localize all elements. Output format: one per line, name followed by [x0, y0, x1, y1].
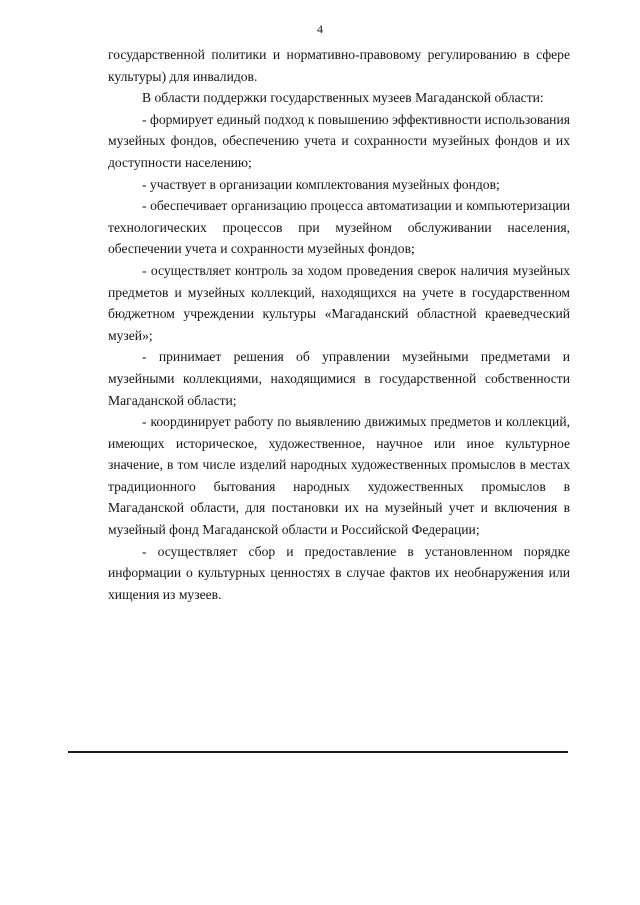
paragraph-continuation: государственной политики и нормативно-правовому регулированию в сфере культуры) для инвалидов. [108, 47, 570, 84]
horizontal-rule [68, 751, 568, 753]
paragraph-item-automation: - обеспечивает организацию процесса автоматизации и компьютеризации технологических процессов при музейном обслуживании населения, обеспечении учета и сохранности музейных фондов; [108, 198, 570, 257]
document-body [108, 44, 570, 605]
paragraph-item-coordination: - координирует работу по выявлению движимых предметов и коллекций, имеющих историческое, художественное, научное или иное культурное значение, в том числе изделий народных художественных промыслов в местах традиционного бытования народных художественных промыслов в Магаданской области, для постановки их на музейный учет и включения в музейный фонд Магаданской области и Российской Федерации; [108, 414, 570, 538]
page-number: 4 [317, 22, 323, 36]
paragraph-museum-support-heading: В области поддержки государственных музеев Магаданской области: [142, 90, 544, 106]
paragraph-item-efficiency: - формирует единый подход к повышению эффективности использования музейных фондов, обеспечению учета и сохранности музейных фондов и их доступности населению; [108, 111, 570, 170]
paragraph-item-management-decisions: - принимает решения об управлении музейными предметами и музейными коллекциями, находящимися в государственной собственности Магаданской области; [108, 349, 570, 408]
paragraph-item-inventory-control: - осуществляет контроль за ходом проведения сверок наличия музейных предметов и музейных коллекций, находящихся на учете в государственном бюджетном учреждении культуры «Магаданский областной краеведческий музей»; [108, 262, 570, 343]
paragraph-item-acquisition: - участвует в организации комплектования музейных фондов; [142, 176, 500, 192]
paragraph-item-information: - осуществляет сбор и предоставление в установленном порядке информации о культурных ценностях в случае фактов их необнаружения или хищения из музеев. [108, 543, 570, 602]
